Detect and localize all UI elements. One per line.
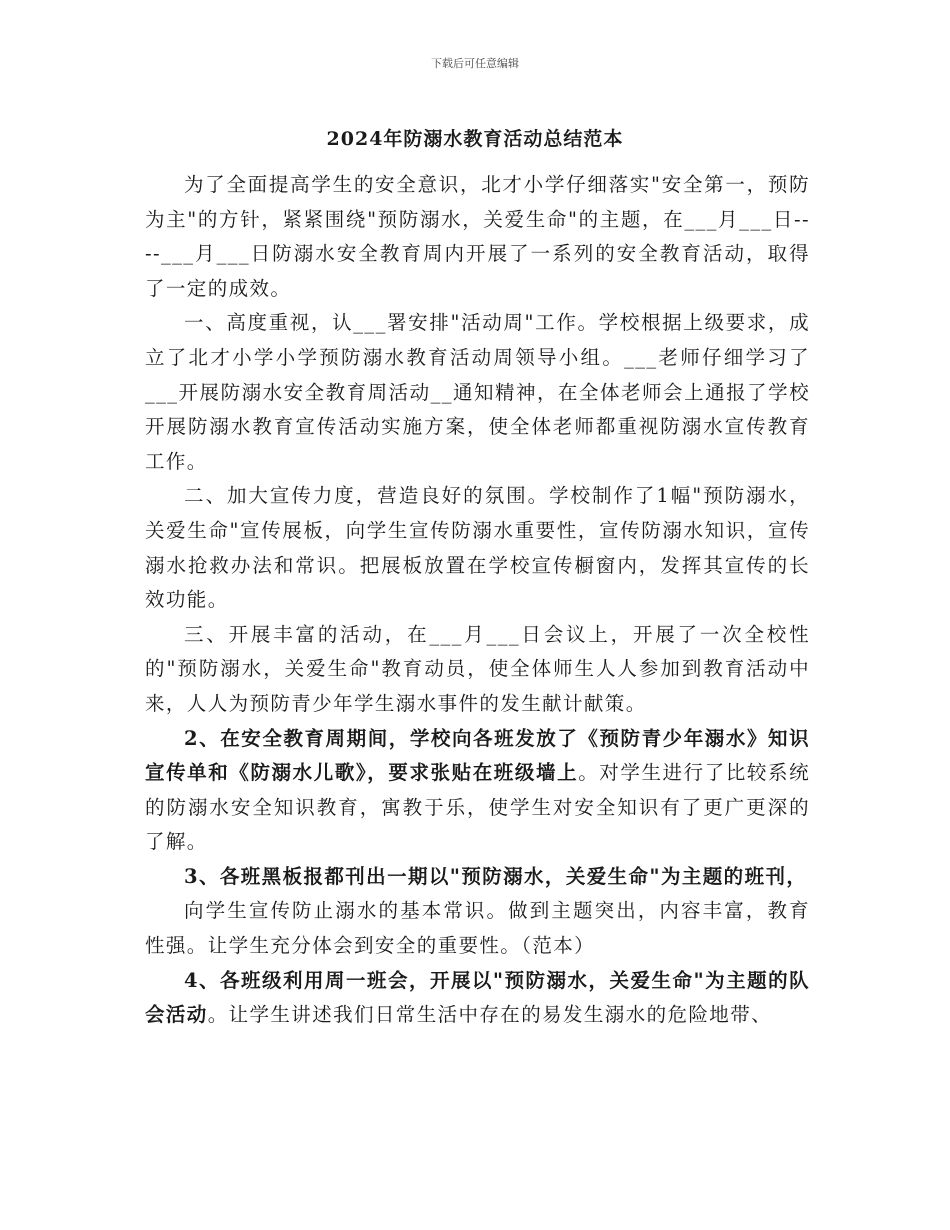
document-title: 2024年防溺水教育活动总结范本 — [326, 128, 624, 150]
paragraph-item-2 — [145, 722, 810, 860]
item-4-text: 。让学生讲述我们日常生活中存在的易发生溺水的危险地带、 — [207, 1003, 773, 1027]
item-2-text: 。对学生进行了比较系统的防溺水安全知识教育，寓教于乐，使学生对安全知识有了更广更深的了解。 — [145, 761, 811, 854]
paragraph-item-3-text: 向学生宣传防止溺水的基本常识。做到主题突出，内容丰富，教育性强。让学生充分体会到安全的重要性。（范本） — [145, 899, 810, 958]
paragraph-section-2: 二、加大宣传力度，营造良好的氛围。学校制作了1幅"预防溺水，关爱生命"宣传展板，向学生宣传防溺水重要性，宣传防溺水知识，宣传溺水抢救办法和常识。把展板放置在学校宣传橱窗内，发挥其宣传的长效功能。 — [145, 484, 810, 612]
paragraph-item-3-heading: 3、各班黑板报都刊出一期以"预防溺水，关爱生命"为主题的班刊， — [184, 864, 808, 888]
item-2-heading: 2、在安全教育周期间，学校向各班发放了《预防青少年溺水》知识宣传单和《防溺水儿歌》，要求张贴在班级墙上 — [145, 726, 810, 785]
paragraph-item-4 — [145, 964, 810, 1033]
paragraph-intro: 为了全面提高学生的安全意识，北才小学仔细落实"安全第一，预防为主"的方针，紧紧围绕"预防溺水，关爱生命"的主题，在___月___日----___月___日防溺水安全教育周内开展了一系列的安全教育活动，取得了一定的成效。 — [145, 173, 810, 300]
header-note: 下载后可任意编辑 — [431, 57, 519, 70]
item-4-heading: 4、各班级利用周一班会，开展以"预防溺水，关爱生命"为主题的队会活动 — [145, 968, 810, 1027]
paragraph-section-1: 一、高度重视，认___署安排"活动周"工作。学校根据上级要求，成立了北才小学小学预防溺水教育活动周领导小组。___老师仔细学习了___开展防溺水安全教育周活动__通知精神，在全体老师会上通报了学校开展防溺水教育宣传活动实施方案，使全体老师都重视防溺水宣传教育工作。 — [145, 311, 810, 473]
paragraph-section-3: 三、开展丰富的活动，在___月___日会议上，开展了一次全校性的"预防溺水，关爱生命"教育动员，使全体师生人人参加到教育活动中来，人人为预防青少年学生溺水事件的发生献计献策。 — [145, 622, 810, 715]
document-body — [145, 168, 810, 1033]
